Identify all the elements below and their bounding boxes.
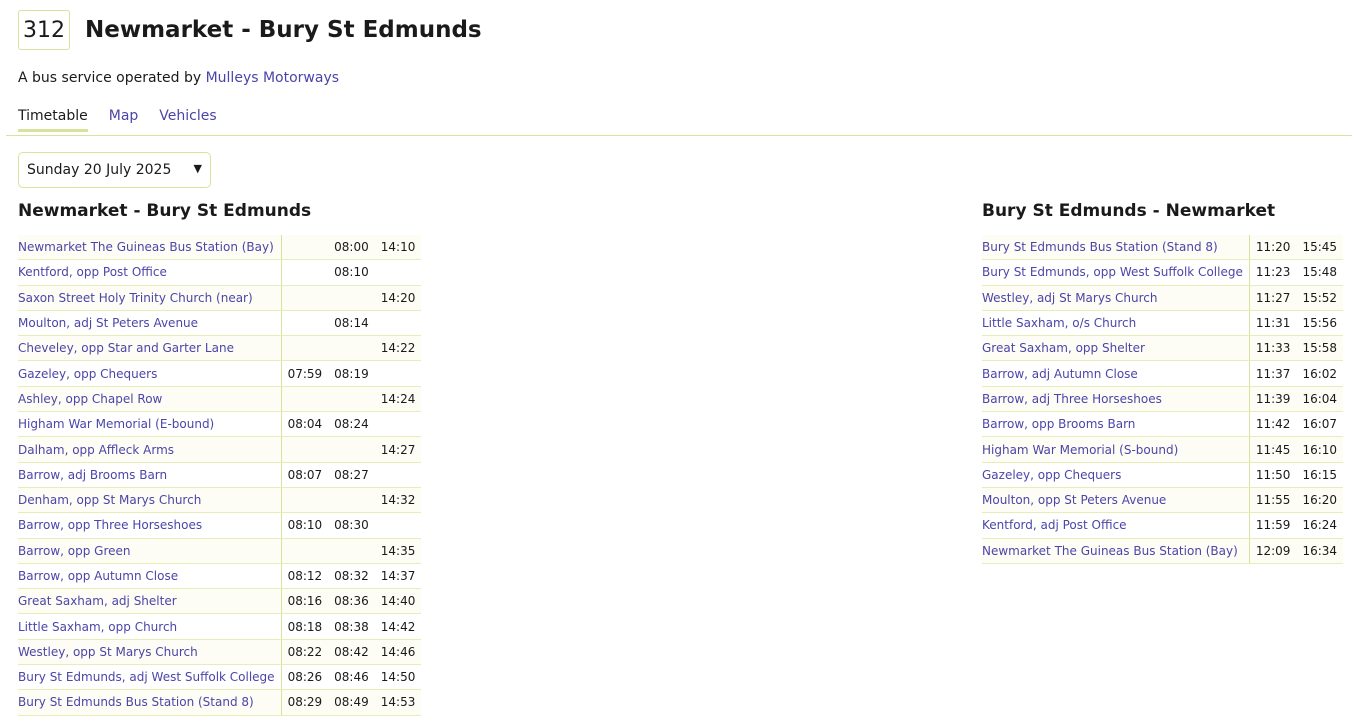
stop-cell xyxy=(18,310,281,335)
table-row xyxy=(18,563,421,588)
stop-cell xyxy=(982,437,1249,462)
stop-cell xyxy=(18,538,281,563)
table-row xyxy=(18,412,421,437)
departure-time: 14:24 xyxy=(375,386,422,411)
tab-map[interactable]: Map xyxy=(108,108,139,124)
table-row xyxy=(982,487,1343,512)
departure-time: 08:22 xyxy=(281,639,328,664)
stop-link[interactable]: Moulton, adj St Peters Avenue xyxy=(18,316,199,331)
stop-link[interactable]: Bury St Edmunds, opp West Suffolk College xyxy=(982,265,1243,280)
stop-link[interactable]: Gazeley, opp Chequers xyxy=(982,467,1122,482)
departure-time: 14:53 xyxy=(375,690,422,715)
stop-link[interactable]: Gazeley, opp Chequers xyxy=(18,366,158,381)
departure-time: 14:46 xyxy=(375,639,422,664)
departure-time: 15:52 xyxy=(1296,285,1343,310)
departure-time: 11:27 xyxy=(1249,285,1296,310)
departure-time: 08:12 xyxy=(281,563,328,588)
stop-cell xyxy=(982,235,1249,260)
stop-cell xyxy=(982,412,1249,437)
page-title: Newmarket - Bury St Edmunds xyxy=(85,17,482,43)
stop-link[interactable]: Bury St Edmunds, adj West Suffolk College xyxy=(18,670,275,685)
departure-time: 08:36 xyxy=(328,589,375,614)
inbound-timetable xyxy=(982,201,1343,564)
departure-time xyxy=(328,336,375,361)
stop-link[interactable]: Westley, adj St Marys Church xyxy=(982,290,1158,305)
departure-time xyxy=(375,513,422,538)
departure-time: 16:20 xyxy=(1296,487,1343,512)
departure-time xyxy=(281,260,328,285)
stop-cell xyxy=(18,235,281,260)
departure-time xyxy=(281,487,328,512)
table-row xyxy=(982,260,1343,285)
departure-time xyxy=(328,386,375,411)
departure-time xyxy=(281,310,328,335)
table-row xyxy=(982,462,1343,487)
stop-link[interactable]: Kentford, adj Post Office xyxy=(982,518,1127,533)
stop-link[interactable]: Barrow, adj Three Horseshoes xyxy=(982,391,1162,406)
departure-time: 14:40 xyxy=(375,589,422,614)
departure-time: 16:04 xyxy=(1296,386,1343,411)
departure-time: 15:45 xyxy=(1296,235,1343,260)
departure-time: 15:56 xyxy=(1296,310,1343,335)
departure-time: 14:10 xyxy=(375,235,422,260)
stop-cell xyxy=(18,614,281,639)
departure-time: 12:09 xyxy=(1249,538,1296,563)
departure-time: 14:27 xyxy=(375,437,422,462)
departure-time xyxy=(328,437,375,462)
departure-time: 16:15 xyxy=(1296,462,1343,487)
stop-link[interactable]: Great Saxham, adj Shelter xyxy=(18,594,177,609)
stop-link[interactable]: Barrow, opp Brooms Barn xyxy=(982,417,1136,432)
outbound-title: Newmarket - Bury St Edmunds xyxy=(18,201,312,221)
stop-cell xyxy=(982,336,1249,361)
table-row xyxy=(18,538,421,563)
departure-time: 15:58 xyxy=(1296,336,1343,361)
table-row xyxy=(18,639,421,664)
stop-link[interactable]: Denham, opp St Marys Church xyxy=(18,493,202,508)
table-row xyxy=(982,285,1343,310)
tab-vehicles[interactable]: Vehicles xyxy=(159,108,217,124)
inbound-title: Bury St Edmunds - Newmarket xyxy=(982,201,1276,221)
table-row xyxy=(18,665,421,690)
stop-link[interactable]: Barrow, opp Three Horseshoes xyxy=(18,518,203,533)
stop-cell xyxy=(982,285,1249,310)
stop-link[interactable]: Bury St Edmunds Bus Station (Stand 8) xyxy=(982,240,1218,255)
departure-time: 16:24 xyxy=(1296,513,1343,538)
table-row xyxy=(18,361,421,386)
table-row xyxy=(982,412,1343,437)
departure-time: 08:26 xyxy=(281,665,328,690)
departure-time xyxy=(375,361,422,386)
stop-link[interactable]: Saxon Street Holy Trinity Church (near) xyxy=(18,290,253,305)
departure-time: 08:16 xyxy=(281,589,328,614)
stop-cell xyxy=(982,538,1249,563)
departure-time: 11:39 xyxy=(1249,386,1296,411)
departure-time: 08:42 xyxy=(328,639,375,664)
table-row xyxy=(18,437,421,462)
departure-time: 08:46 xyxy=(328,665,375,690)
stop-link[interactable]: Westley, opp St Marys Church xyxy=(18,644,198,659)
departure-time: 11:20 xyxy=(1249,235,1296,260)
departure-time: 11:31 xyxy=(1249,310,1296,335)
departure-time: 08:10 xyxy=(328,260,375,285)
tab-timetable[interactable]: Timetable xyxy=(18,108,88,132)
stop-cell xyxy=(982,361,1249,386)
stop-link[interactable]: Ashley, opp Chapel Row xyxy=(18,391,163,406)
stop-link[interactable]: Higham War Memorial (E-bound) xyxy=(18,417,215,432)
tab-bar xyxy=(18,108,238,132)
stop-link[interactable]: Barrow, opp Green xyxy=(18,543,131,558)
stop-link[interactable]: Little Saxham, o/s Church xyxy=(982,316,1137,331)
table-row xyxy=(18,690,421,715)
stop-cell xyxy=(18,487,281,512)
stop-cell xyxy=(18,563,281,588)
departure-time: 08:18 xyxy=(281,614,328,639)
table-row xyxy=(18,285,421,310)
departure-time: 11:55 xyxy=(1249,487,1296,512)
departure-time: 11:23 xyxy=(1249,260,1296,285)
stop-cell xyxy=(18,462,281,487)
stop-cell xyxy=(982,487,1249,512)
table-row xyxy=(18,487,421,512)
departure-time xyxy=(281,538,328,563)
stop-link[interactable]: Moulton, opp St Peters Avenue xyxy=(982,493,1167,508)
departure-time: 08:29 xyxy=(281,690,328,715)
departure-time: 08:38 xyxy=(328,614,375,639)
stop-cell xyxy=(18,260,281,285)
table-row xyxy=(18,589,421,614)
departure-time: 11:33 xyxy=(1249,336,1296,361)
stop-cell xyxy=(982,310,1249,335)
stop-cell xyxy=(18,336,281,361)
stop-cell xyxy=(982,260,1249,285)
departure-time: 14:42 xyxy=(375,614,422,639)
departure-time: 14:22 xyxy=(375,336,422,361)
page-header xyxy=(18,10,482,50)
date-select-value: Sunday 20 July 2025 xyxy=(27,162,172,178)
operator-link[interactable]: Mulleys Motorways xyxy=(205,70,340,86)
stop-link[interactable]: Dalham, opp Affleck Arms xyxy=(18,442,175,457)
departure-time: 11:37 xyxy=(1249,361,1296,386)
stop-link[interactable]: Kentford, opp Post Office xyxy=(18,265,167,280)
departure-time: 14:20 xyxy=(375,285,422,310)
table-row xyxy=(982,513,1343,538)
departure-time: 08:49 xyxy=(328,690,375,715)
date-select[interactable] xyxy=(18,152,211,188)
stop-link[interactable]: Barrow, adj Autumn Close xyxy=(982,366,1138,381)
table-row xyxy=(18,614,421,639)
table-row xyxy=(18,310,421,335)
stop-link[interactable]: Barrow, adj Brooms Barn xyxy=(18,467,168,482)
departure-time: 08:19 xyxy=(328,361,375,386)
departure-time: 16:10 xyxy=(1296,437,1343,462)
departure-time: 11:50 xyxy=(1249,462,1296,487)
table-row xyxy=(18,462,421,487)
stop-cell xyxy=(18,639,281,664)
stop-link[interactable]: Higham War Memorial (S-bound) xyxy=(982,442,1179,457)
operator-line xyxy=(18,70,339,86)
departure-time xyxy=(375,412,422,437)
stop-link[interactable]: Great Saxham, opp Shelter xyxy=(982,341,1145,356)
stop-link[interactable]: Little Saxham, opp Church xyxy=(18,619,178,634)
table-row xyxy=(982,386,1343,411)
departure-time: 08:10 xyxy=(281,513,328,538)
table-row xyxy=(18,260,421,285)
departure-time: 08:07 xyxy=(281,462,328,487)
departure-time: 08:14 xyxy=(328,310,375,335)
stop-cell xyxy=(982,513,1249,538)
departure-time xyxy=(328,487,375,512)
departure-time xyxy=(375,260,422,285)
stop-link[interactable]: Cheveley, opp Star and Garter Lane xyxy=(18,341,234,356)
departure-time xyxy=(281,336,328,361)
table-row xyxy=(18,235,421,260)
stop-link[interactable]: Bury St Edmunds Bus Station (Stand 8) xyxy=(18,695,254,710)
departure-time: 16:34 xyxy=(1296,538,1343,563)
departure-time xyxy=(375,462,422,487)
departure-time: 14:50 xyxy=(375,665,422,690)
stop-link[interactable]: Newmarket The Guineas Bus Station (Bay) xyxy=(18,240,274,255)
departure-time: 14:37 xyxy=(375,563,422,588)
table-row xyxy=(982,310,1343,335)
stop-cell xyxy=(982,462,1249,487)
departure-time: 08:04 xyxy=(281,412,328,437)
stop-cell xyxy=(18,412,281,437)
tab-divider xyxy=(6,135,1352,136)
table-row xyxy=(982,437,1343,462)
stop-cell xyxy=(982,386,1249,411)
table-row xyxy=(982,235,1343,260)
stop-cell xyxy=(18,285,281,310)
departure-time xyxy=(281,285,328,310)
stop-cell xyxy=(18,690,281,715)
departure-time: 08:30 xyxy=(328,513,375,538)
departure-time xyxy=(328,538,375,563)
stop-cell xyxy=(18,665,281,690)
stop-cell xyxy=(18,437,281,462)
stop-cell xyxy=(18,386,281,411)
route-number-badge: 312 xyxy=(18,10,70,50)
departure-time: 11:59 xyxy=(1249,513,1296,538)
departure-time: 11:42 xyxy=(1249,412,1296,437)
departure-time: 08:27 xyxy=(328,462,375,487)
table-row xyxy=(18,336,421,361)
operator-prefix: A bus service operated by xyxy=(18,70,206,86)
stop-link[interactable]: Newmarket The Guineas Bus Station (Bay) xyxy=(982,543,1238,558)
outbound-timetable xyxy=(18,201,421,716)
outbound-table xyxy=(18,235,421,716)
departure-time xyxy=(328,285,375,310)
departure-time: 11:45 xyxy=(1249,437,1296,462)
inbound-table xyxy=(982,235,1343,564)
departure-time: 08:00 xyxy=(328,235,375,260)
stop-cell xyxy=(18,361,281,386)
departure-time xyxy=(281,437,328,462)
departure-time: 15:48 xyxy=(1296,260,1343,285)
stop-link[interactable]: Barrow, opp Autumn Close xyxy=(18,569,179,583)
departure-time: 07:59 xyxy=(281,361,328,386)
table-row xyxy=(982,361,1343,386)
departure-time: 16:07 xyxy=(1296,412,1343,437)
stop-cell xyxy=(18,513,281,538)
table-row xyxy=(982,538,1343,563)
departure-time: 08:32 xyxy=(328,563,375,588)
caret-down-icon: ▼ xyxy=(193,162,202,175)
table-row xyxy=(18,513,421,538)
departure-time xyxy=(281,235,328,260)
departure-time: 08:24 xyxy=(328,412,375,437)
departure-time xyxy=(375,310,422,335)
departure-time: 14:35 xyxy=(375,538,422,563)
stop-cell xyxy=(18,589,281,614)
departure-time xyxy=(281,386,328,411)
table-row xyxy=(18,386,421,411)
departure-time: 14:32 xyxy=(375,487,422,512)
departure-time: 16:02 xyxy=(1296,361,1343,386)
table-row xyxy=(982,336,1343,361)
